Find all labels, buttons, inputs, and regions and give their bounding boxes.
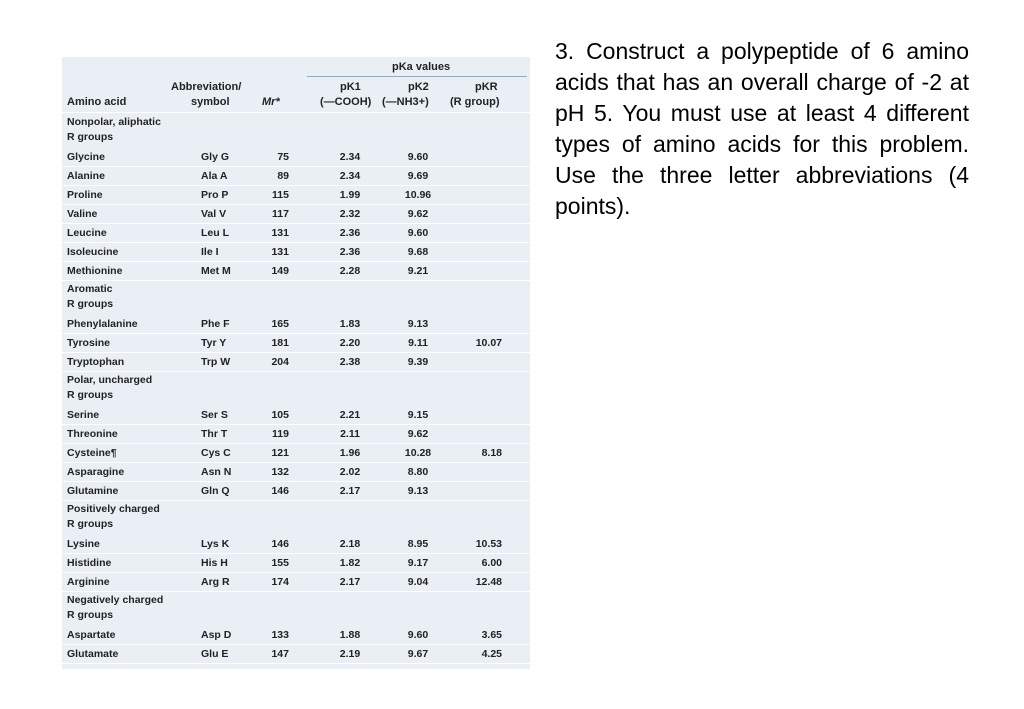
abbreviation-cell: Gly G (201, 151, 230, 163)
amino-acid-name: Tyrosine (67, 337, 110, 349)
table-row (62, 225, 530, 243)
amino-acid-name: Asparagine (67, 466, 125, 478)
amino-acid-name: Methionine (67, 265, 123, 277)
pk1-cell: 2.36 (339, 246, 361, 258)
mr-cell: 133 (271, 629, 289, 641)
table-row (62, 335, 530, 353)
pk2-cell: 9.21 (407, 265, 429, 277)
pk2-cell: 9.69 (407, 170, 429, 182)
table-row (62, 426, 530, 444)
pkr-cell: 6.00 (481, 557, 502, 569)
mr-cell: 204 (271, 356, 289, 368)
mr-cell: 149 (271, 265, 289, 277)
pk2-header-line1: pK2 (408, 81, 429, 93)
mr-cell: 132 (271, 466, 289, 478)
pk1-header-line2: (—COOH) (320, 96, 372, 108)
group-title: Aromatic R groups (67, 283, 114, 310)
pk1-cell: 2.38 (339, 356, 361, 368)
amino-acid-name: Threonine (67, 428, 118, 440)
mr-cell: 146 (271, 485, 289, 497)
abbreviation-cell: Asp D (201, 629, 232, 641)
mr-cell: 89 (277, 170, 289, 182)
table-row (62, 483, 530, 501)
mr-cell: 181 (271, 337, 289, 349)
pk1-header-line1: pK1 (340, 81, 361, 93)
table-row (62, 464, 530, 482)
pk2-cell: 9.11 (408, 337, 428, 349)
abbreviation-cell: Ala A (201, 170, 228, 182)
pk2-cell: 8.80 (407, 466, 429, 478)
amino-acid-name: Glycine (67, 151, 105, 163)
abbreviation-header-line2: symbol (191, 96, 230, 108)
table-row (62, 263, 530, 281)
amino-acid-name: Valine (67, 208, 98, 220)
abbreviation-cell: Ser S (201, 409, 228, 421)
pk1-cell: 2.19 (339, 648, 361, 660)
pkr-header-line1: pKR (475, 81, 498, 93)
mr-cell: 155 (271, 557, 289, 569)
amino-acid-name: Isoleucine (67, 246, 119, 258)
abbreviation-cell: Lys K (201, 538, 230, 550)
amino-acid-name: Arginine (67, 576, 110, 588)
amino-acid-name: Glutamate (67, 648, 119, 660)
amino-acid-pka-table (62, 57, 530, 669)
table-row (62, 244, 530, 262)
amino-acid-name: Proline (67, 189, 103, 201)
pk1-cell: 2.17 (339, 485, 361, 497)
amino-acid-name: Tryptophan (67, 356, 125, 368)
mr-cell: 147 (271, 648, 289, 660)
amino-acid-header: Amino acid (67, 96, 127, 108)
abbreviation-cell: Trp W (201, 356, 231, 368)
mr-header: Mr* (262, 96, 280, 108)
mr-cell: 105 (271, 409, 289, 421)
pk2-cell: 10.28 (404, 447, 432, 459)
pk1-cell: 2.34 (339, 170, 361, 182)
abbreviation-cell: Val V (201, 208, 227, 220)
table-row (62, 646, 530, 664)
table-row (62, 206, 530, 224)
mr-cell: 119 (272, 428, 289, 440)
table-row (62, 168, 530, 186)
pk2-cell: 9.17 (407, 557, 429, 569)
pk2-cell: 9.39 (407, 356, 429, 368)
amino-acid-name: Phenylalanine (67, 318, 138, 330)
group-title: Polar, uncharged R groups (67, 374, 153, 401)
amino-acid-name: Glutamine (67, 485, 119, 497)
pk1-cell: 1.83 (339, 318, 361, 330)
pkr-cell: 12.48 (475, 576, 502, 588)
pk1-cell: 2.17 (339, 576, 361, 588)
table-row (62, 407, 530, 425)
pk2-cell: 9.13 (407, 318, 429, 330)
header-divider (307, 76, 527, 77)
pk1-cell: 2.02 (339, 466, 361, 478)
abbreviation-cell: Ile I (201, 246, 219, 258)
pka-values-header: pKa values (392, 61, 451, 73)
pkr-cell: 4.25 (481, 648, 502, 660)
amino-acid-name: Histidine (67, 557, 112, 569)
table-row (62, 555, 530, 573)
pk2-cell: 9.62 (407, 428, 429, 440)
pk2-cell: 9.62 (407, 208, 429, 220)
mr-cell: 131 (271, 246, 289, 258)
pk2-cell: 9.13 (407, 485, 429, 497)
pk1-cell: 2.32 (339, 208, 361, 220)
pk1-cell: 1.99 (339, 189, 361, 201)
pk1-cell: 2.21 (339, 409, 361, 421)
pk1-cell: 2.28 (339, 265, 361, 277)
pk2-cell: 9.60 (407, 227, 429, 239)
pk1-cell: 2.34 (339, 151, 361, 163)
abbreviation-cell: Cys C (201, 447, 231, 459)
mr-cell: 75 (277, 151, 289, 163)
table-row (62, 536, 530, 554)
mr-cell: 115 (272, 189, 289, 201)
pk1-cell: 2.20 (339, 337, 361, 349)
abbreviation-cell: Thr T (201, 428, 228, 440)
amino-acid-name: Alanine (67, 170, 105, 182)
table-row (62, 316, 530, 334)
group-title: Negatively charged R groups (67, 594, 164, 621)
group-title: Positively charged R groups (67, 503, 160, 530)
table-row (62, 445, 530, 463)
pkr-cell: 10.07 (475, 337, 502, 349)
pk1-cell: 2.11 (340, 428, 360, 440)
pk2-cell: 9.68 (407, 246, 429, 258)
pkr-cell: 3.65 (481, 629, 502, 641)
amino-acid-name: Leucine (67, 227, 107, 239)
column-header-divider (62, 112, 530, 113)
pk1-cell: 2.36 (339, 227, 361, 239)
abbreviation-cell: Arg R (201, 576, 230, 588)
mr-cell: 117 (272, 208, 289, 220)
mr-cell: 146 (271, 538, 289, 550)
amino-acid-name: Lysine (67, 538, 100, 550)
question-text: 3. Construct a polypeptide of 6 amino acids that has an overall charge of -2 at pH 5. You must use at least 4 different types of amino acids for this problem. Use the three letter abbreviations (4 points). (555, 38, 969, 219)
pkr-header-line2: (R group) (450, 96, 500, 108)
group-title: Nonpolar, aliphatic R groups (67, 116, 161, 143)
pk2-cell: 9.15 (407, 409, 429, 421)
pk2-cell: 9.60 (407, 629, 429, 641)
abbreviation-cell: Leu L (201, 227, 229, 239)
pk2-cell: 9.67 (407, 648, 429, 660)
mr-cell: 165 (271, 318, 289, 330)
abbreviation-cell: Glu E (201, 648, 229, 660)
pk1-cell: 1.88 (339, 629, 361, 641)
mr-cell: 131 (271, 227, 289, 239)
abbreviation-cell: Met M (201, 265, 231, 277)
table-row (62, 187, 530, 205)
abbreviation-cell: Tyr Y (201, 337, 227, 349)
amino-acid-name: Serine (67, 409, 100, 421)
table-row (62, 354, 530, 372)
amino-acid-name: Aspartate (67, 629, 116, 641)
table-row (62, 149, 530, 167)
abbreviation-cell: Gln Q (201, 485, 230, 497)
pk2-cell: 8.95 (407, 538, 429, 550)
pk1-cell: 2.18 (339, 538, 361, 550)
table-row (62, 627, 530, 645)
mr-cell: 174 (271, 576, 289, 588)
pk2-cell: 10.96 (404, 189, 432, 201)
pkr-cell: 8.18 (481, 447, 502, 459)
pk1-cell: 1.96 (339, 447, 361, 459)
table-row (62, 574, 530, 592)
pk1-cell: 1.82 (339, 557, 361, 569)
pkr-cell: 10.53 (475, 538, 502, 550)
abbreviation-cell: Phe F (201, 318, 230, 330)
abbreviation-cell: Pro P (201, 189, 229, 201)
pk2-cell: 9.60 (407, 151, 429, 163)
abbreviation-cell: Asn N (201, 466, 232, 478)
mr-cell: 121 (271, 447, 289, 459)
pk2-header-line2: (—NH3+) (382, 96, 429, 108)
amino-acid-name: Cysteine¶ (67, 447, 117, 459)
abbreviation-cell: His H (201, 557, 228, 569)
abbreviation-header-line1: Abbreviation/ (171, 81, 242, 93)
pk2-cell: 9.04 (407, 576, 429, 588)
